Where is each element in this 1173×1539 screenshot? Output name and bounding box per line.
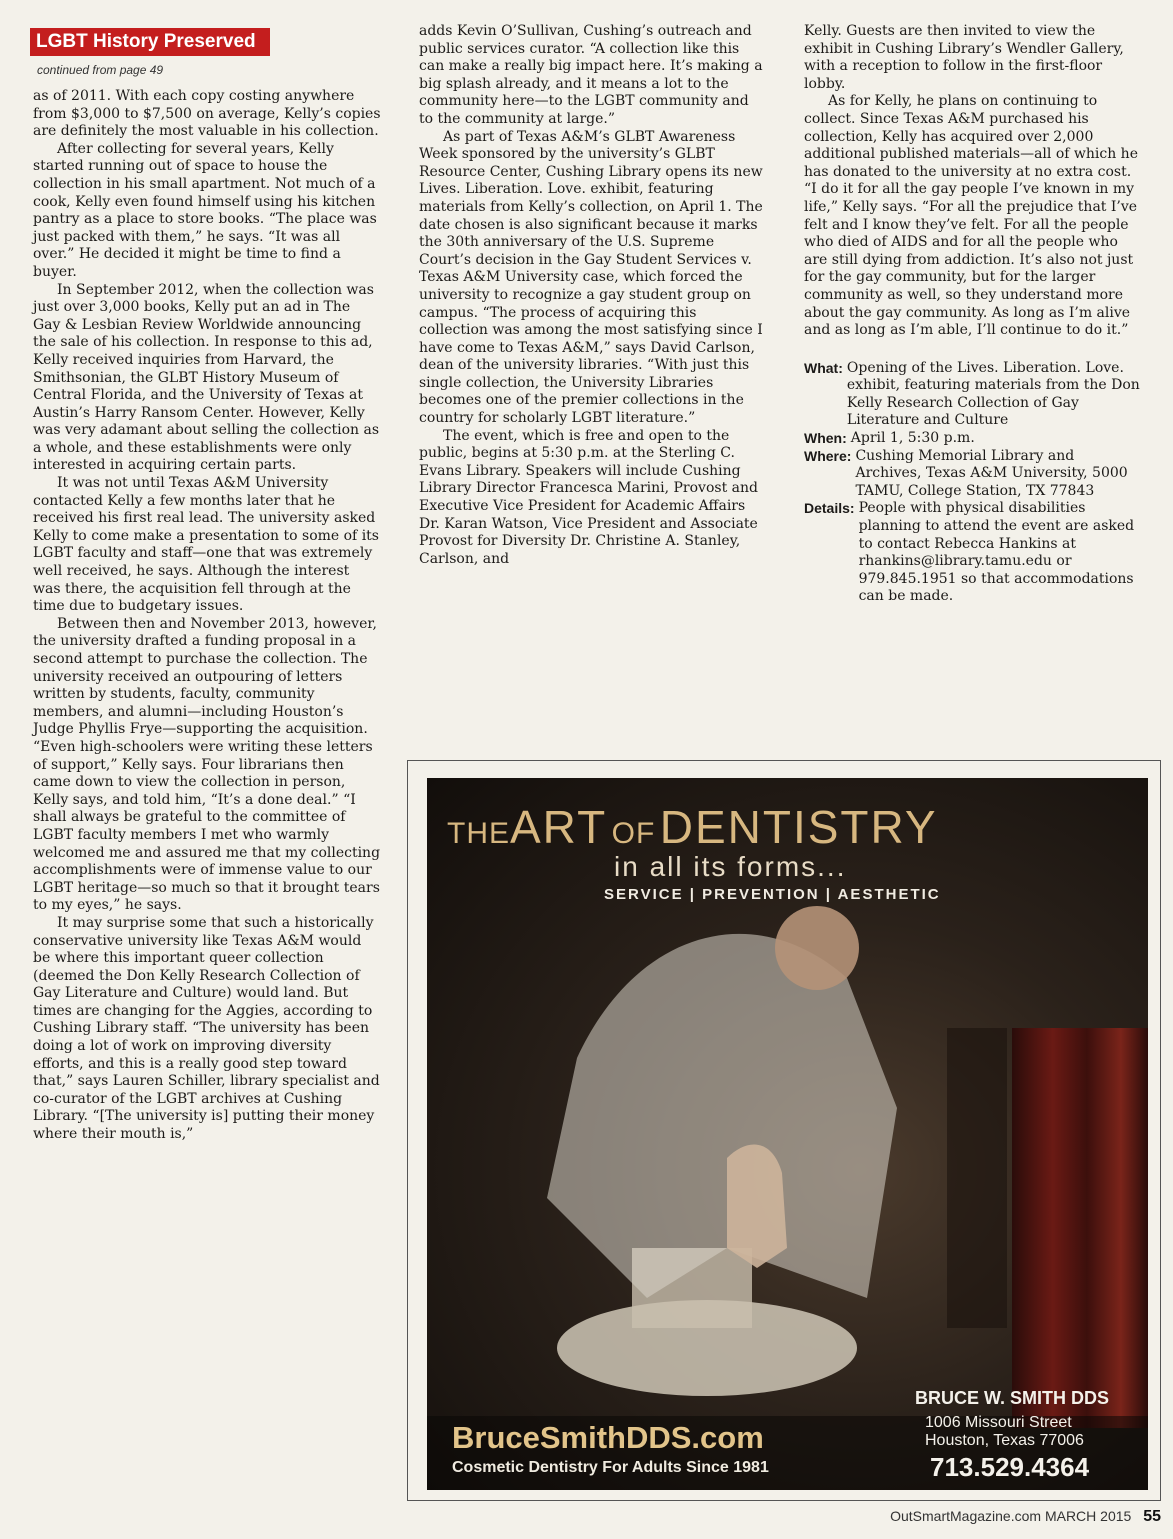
ad-headline	[447, 800, 1137, 854]
dentistry-advertisement	[427, 778, 1148, 1490]
article-column-2	[419, 23, 764, 568]
event-what	[804, 360, 1144, 430]
label: What:	[804, 359, 843, 376]
page-number: 55	[1143, 1508, 1161, 1525]
paragraph: as of 2011. With each copy costing anywhere from $3,000 to $7,500 on average, Kelly’s copies are definitely the most valuable in his collection.	[33, 88, 381, 140]
event-details	[804, 500, 1144, 606]
ad-subtitle: in all its forms...	[614, 851, 847, 882]
event-info-box	[804, 360, 1144, 606]
ad-address-line2: Houston, Texas 77006	[925, 1432, 1084, 1449]
value: Cushing Memorial Library and Archives, Texas A&M University, 5000 TAMU, College Station, TX 77843	[855, 447, 1128, 499]
paragraph: adds Kevin O’Sullivan, Cushing’s outreach and public services curator. “A collection like this can make a really big impact here. It’s making a big splash already, and it means a lot to the community here—to the LGBT community and to the community at large.”	[419, 23, 763, 127]
label: When:	[804, 430, 847, 447]
value: People with physical disabilities planning to attend the event are asked to contact Rebecca Hankins at rhankins@library.tamu.edu or 979.845.1951 so that accommodations can be made.	[858, 500, 1135, 605]
ad-address-line1: 1006 Missouri Street	[925, 1414, 1072, 1431]
value: Opening of the Lives. Liberation. Love. exhibit, featuring materials from the Don Kelly Research Collection of Gay Literature and Culture	[846, 359, 1140, 429]
ad-phone[interactable]: 713.529.4364	[930, 1452, 1090, 1482]
article-column-3	[804, 23, 1144, 606]
paragraph: It may surprise some that such a historically conservative university like Texas A&M would be where this important queer collection (deemed the Don Kelly Research Collection of Gay Literature and Culture) would land. But times are changing for the Aggies, according to Cushing Library staff. “The university has been doing a lot of work on improving diversity efforts, and this is a really good step toward that,” says Lauren Schiller, library specialist and co-curator of the LGBT archives at Cushing Library. “[The university is] putting their money where their mouth is,”	[33, 914, 380, 1143]
label: Where:	[804, 447, 852, 464]
footer-site: OutSmartMagazine.com	[890, 1508, 1042, 1524]
label: Details:	[804, 500, 855, 517]
paragraph: Between then and November 2013, however, the university drafted a funding proposal in a second attempt to purchase the collection. The university received an outpouring of letters written by students, faculty, community members, and alumni—including Houston’s Judge Phyllis Frye—supporting the acquisition. “Even high-schoolers were writing these letters of support,” Kelly says. Four librarians then came down to view the collection in person, Kelly says, and told him, “It’s a done deal.” “I shall always be grateful to the committee of LGBT faculty members I met who warmly welcomed me and assured me that my collecting accomplishments were of immense value to our LGBT heritage—so much so that it brought tears to my eyes,” he says.	[33, 615, 381, 914]
event-where	[804, 448, 1144, 501]
ad-tagline: SERVICE | PREVENTION | AESTHETIC	[604, 886, 941, 903]
value: April 1, 5:30 p.m.	[850, 430, 975, 447]
paragraph: It was not until Texas A&M University contacted Kelly a few months later that he received his first real lead. The university asked Kelly to come make a presentation to some of its LGBT faculty and staff—one that was extremely well received, he says. Although the interest was there, the acquisition fell through at the time due to budgetary issues.	[33, 475, 379, 615]
paragraph: Kelly. Guests are then invited to view the exhibit in Cushing Library’s Wendler Gallery, with a reception to follow in the first-floor lobby.	[804, 23, 1124, 92]
paragraph: As part of Texas A&M’s GLBT Awareness Week sponsored by the university’s GLBT Resource Center, Cushing Library opens its new Lives. Liberation. Love. exhibit, featuring materials from Kelly’s collection, on April 1. The date chosen is also significant because it marks the 30th anniversary of the U.S. Supreme Court’s decision in the Gay Student Services v. Texas A&M University case, which forced the university to recognize a gay student group on campus. “The process of acquiring this collection was among the most satisfying since I have come to Texas A&M,” says David Carlson, dean of the university libraries. “With just this single collection, the University Libraries becomes one of the premier collections in the country for scholarly LGBT literature.”	[419, 128, 763, 427]
event-when	[804, 430, 1144, 448]
headline-of: OF	[611, 817, 656, 850]
paragraph: The event, which is free and open to the public, begins at 5:30 p.m. at the Sterling C. Evans Library. Speakers will include Cushing Library Director Francesca Marini, Provost and Executive Vice President for Academic Affairs Dr. Karan Watson, Vice President and Associate Provost for Diversity Dr. Christine A. Stanley, Carlson, and	[419, 427, 758, 567]
continued-note: continued from page 49	[37, 63, 164, 77]
section-label: LGBT History Preserved	[30, 28, 270, 56]
paragraph: As for Kelly, he plans on continuing to collect. Since Texas A&M purchased his collection, Kelly has acquired over 2,000 additional published materials—all of which he has donated to the university at no extra cost. “I do it for all the gay people I’ve known in my life,” Kelly says. “For all the prejudice that I’ve felt and I know they’ve felt. For all the people who died of AIDS and for all the people who are still dying from addiction. It’s also not just for the gay community, but for the larger community as well, so they understand more about the gay community. As long as I’m alive and as long as I’m able, I’ll continue to do it.”	[804, 93, 1138, 339]
headline-art: ART	[510, 801, 608, 853]
article-column-1	[33, 88, 381, 1144]
paragraph: In September 2012, when the collection was just over 3,000 books, Kelly put an ad in The Gay & Lesbian Review Worldwide announcing the sale of his collection. In response to this ad, Kelly received inquiries from Harvard, the Smithsonian, the GLBT History Museum of Central Florida, and the University of Texas at Austin’s Harry Ransom Center. However, Kelly was very adamant about selling the collection as a whole, and these establishments were only interested in acquiring certain parts.	[33, 281, 380, 474]
paragraph: After collecting for several years, Kelly started running out of space to house the collection in his small apartment. Not much of a cook, Kelly even found himself using his kitchen pantry as a place to store books. “The place was just packed with them,” he says. “It was all over.” He decided it might be time to find a buyer.	[33, 140, 377, 280]
headline-the: THE	[447, 817, 510, 850]
headline-dentistry: DENTISTRY	[659, 801, 938, 853]
footer-issue: MARCH 2015	[1044, 1508, 1132, 1524]
ad-website-link[interactable]: BruceSmithDDS.com	[452, 1420, 764, 1455]
ad-slogan: Cosmetic Dentistry For Adults Since 1981	[452, 1459, 769, 1476]
ad-practice-name: BRUCE W. SMITH DDS	[915, 1388, 1110, 1408]
page-footer	[890, 1508, 1161, 1526]
sculptor-photo-illustration	[427, 778, 1148, 1490]
